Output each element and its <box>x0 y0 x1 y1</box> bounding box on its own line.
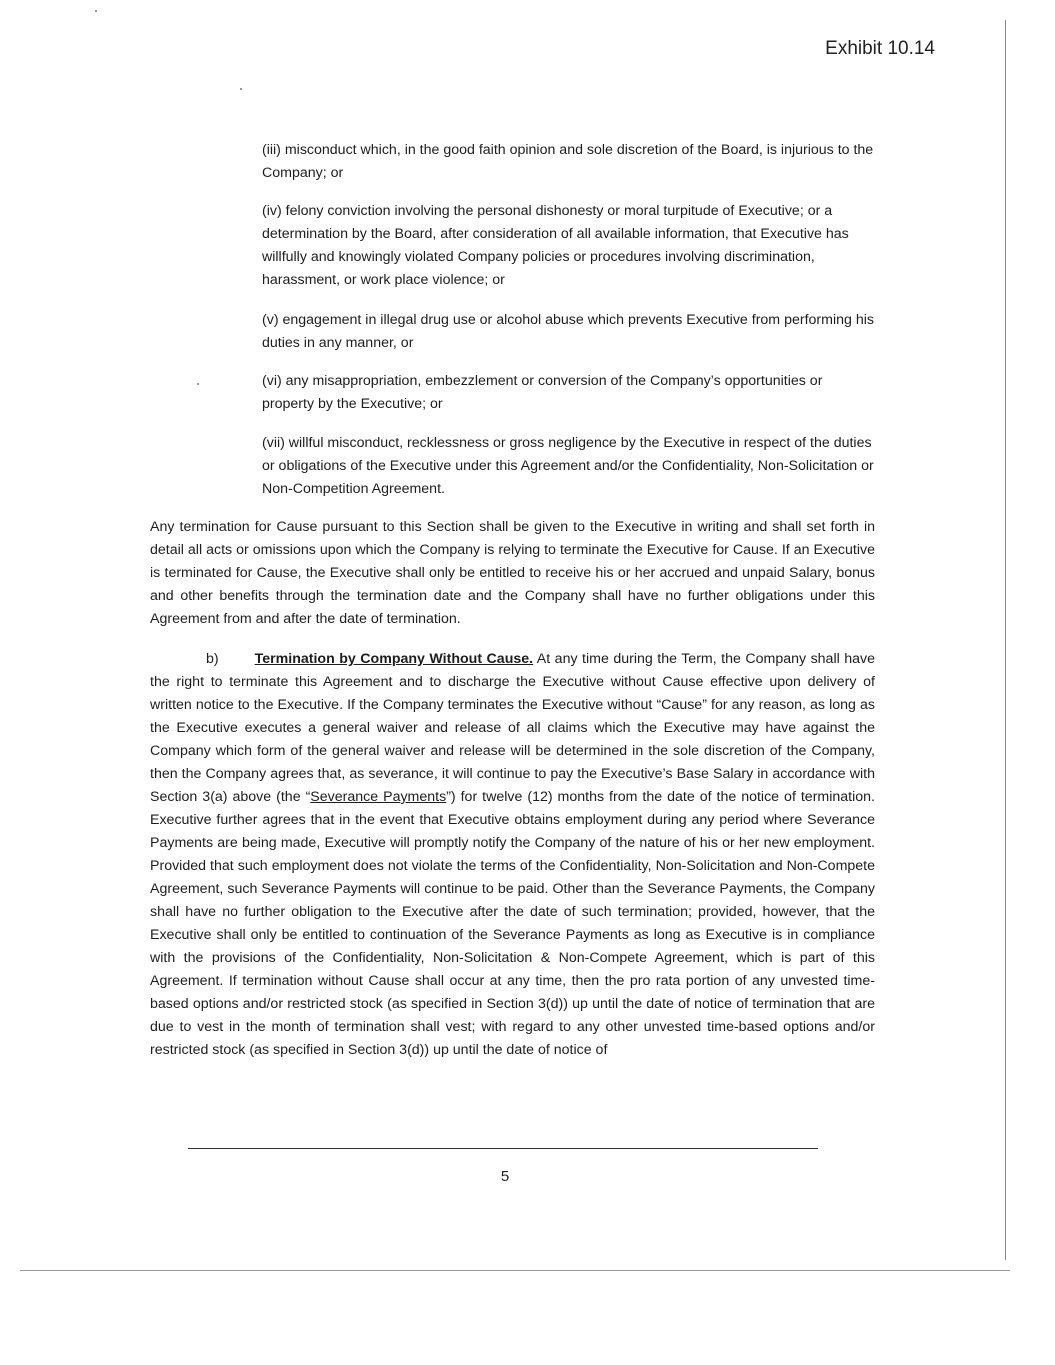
clause-vi: (vi) any misappropriation, embezzlement or conversion of the Company’s opportunities or property by the Executive; or <box>262 373 823 412</box>
scan-edge-bottom <box>20 1270 1010 1271</box>
clause-iii: (iii) misconduct which, in the good faith opinion and sole discretion of the Board, is injurious to the Company; or <box>262 142 874 181</box>
scan-speck <box>95 10 97 12</box>
clause-iv: (iv) felony conviction involving the personal dishonesty or moral turpitude of Executive; or a determination by the Board, after consideration of all available information, that Executive has willfully and knowingly violated Company policies or procedures involving discrimination, harassment, or work place violence; or <box>262 203 849 288</box>
section-b-text-2: ”) for twelve (12) months from the date of the notice of termination. Executive further agrees that in the event that Executive obtains employment during any period where Severance Payments are being made, Executive will promptly notify the Company of the nature of his or her new employment. Provided that such employment does not violate the terms of the Confidentiality, Non-Solicitation and Non-Compete Agreement, such Severance Payments will continue to be paid. Other than the Severance Payments, the Company shall have no further obligation to the Executive after the date of such termination; provided, however, that the Executive shall only be entitled to continuation of the Severance Payments as long as Executive is in compliance with the provisions of the Confidentiality, Non-Solicitation & Non-Compete Agreement, which is part of this Agreement. If termination without Cause shall occur at any time, then the pro rata portion of any unvested time-based options and/or restricted stock (as specified in Section 3(d)) up until the date of notice of termination that are due to vest in the month of termination shall vest; with regard to any other unvested time-based options and/or restricted stock (as specified in Section 3(d)) up until the date of notice of <box>150 789 875 1058</box>
scan-edge-right <box>1005 20 1006 1260</box>
clause-vii: (vii) willful misconduct, recklessness or gross negligence by the Executive in respect of the duties or obligations of the Executive under this Agreement and/or the Confidentiality, Non-Solicitation or Non-Competition Agreement. <box>262 435 874 497</box>
severance-payments-term: Severance Payments <box>310 789 447 805</box>
clause-v: (v) engagement in illegal drug use or alcohol abuse which prevents Executive from performing his duties in any manner, or <box>262 312 874 351</box>
scan-speck <box>197 383 199 385</box>
section-b-text-1: At any time during the Term, the Company shall have the right to terminate this Agreement and to discharge the Executive without Cause effective upon delivery of written notice to the Executive. If the Company terminates the Executive without “Cause” for any reason, as long as the Executive executes a general waiver and release of all claims which the Executive may have against the Company which form of the general waiver and release will be determined in the sole discretion of the Company, then the Company agrees that, as severance, it will continue to pay the Executive’s Base Salary in accordance with Section 3(a) above (the “ <box>150 651 876 805</box>
section-b-heading: Termination by Company Without Cause. <box>254 651 534 667</box>
section-b-paragraph <box>150 648 875 1062</box>
cause-termination-paragraph: Any termination for Cause pursuant to this Section shall be given to the Executive in writing and shall set forth in detail all acts or omissions upon which the Company is relying to terminate the Executive for Cause. If an Executive is terminated for Cause, the Executive shall only be entitled to receive his or her accrued and unpaid Salary, bonus and other benefits through the termination date and the Company shall have no further obligations under this Agreement from and after the date of termination. <box>150 519 875 627</box>
scan-speck <box>240 88 242 90</box>
footer-rule <box>188 1148 818 1149</box>
exhibit-label: Exhibit 10.14 <box>825 38 935 59</box>
page-number: 5 <box>500 1168 510 1185</box>
section-b-marker: b) <box>206 651 219 667</box>
